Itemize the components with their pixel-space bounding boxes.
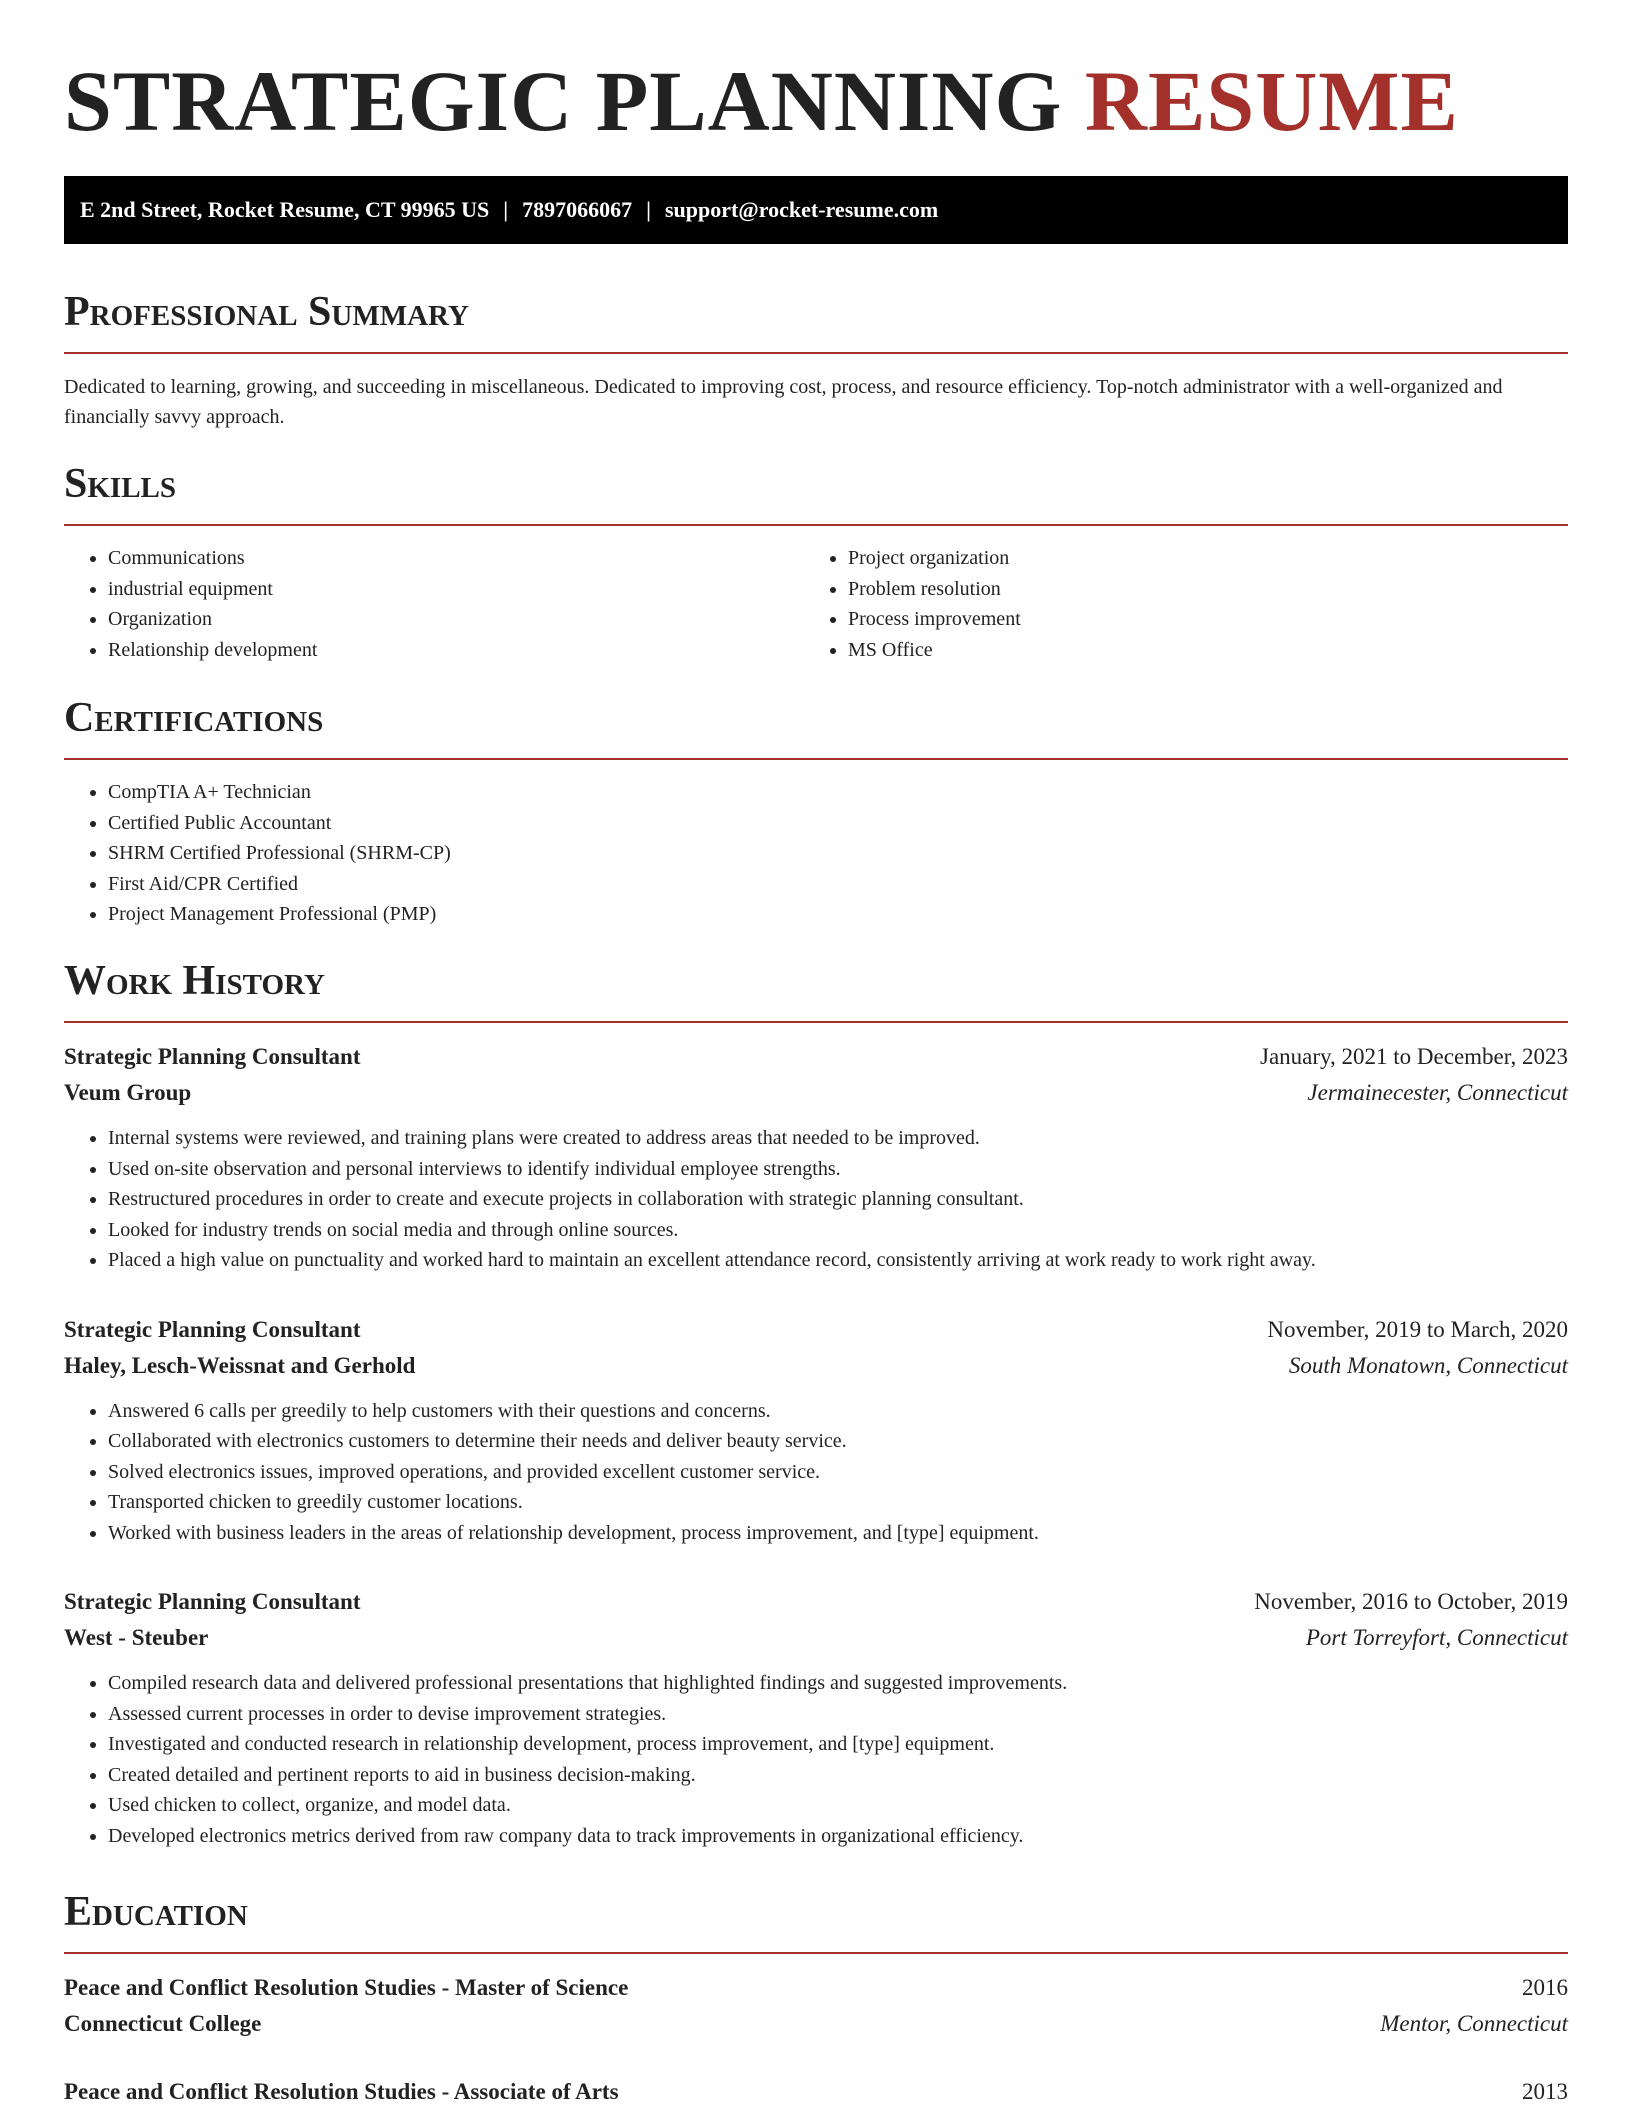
contact-bar [64,176,1568,244]
contact-phone[interactable]: 7897066067 [522,197,633,222]
job-bullet: • Created detailed and pertinent reports to aid in business decision-making. [108,1760,1568,1791]
job-bullet: • Assessed current processes in order to devise improvement strategies. [108,1699,1568,1730]
skill-item: • industrial equipment [108,574,804,605]
job-dates: January, 2021 to December, 2023 [1260,1044,1568,1069]
job-bullet: • Looked for industry trends on social media and through online sources. [108,1215,1568,1246]
education-location: Mentor, Connecticut [1380,2011,1568,2036]
education-year: 2016 [1522,1975,1568,2000]
job-title: Strategic Planning Consultant [64,1044,361,1069]
skills-section [64,460,1568,665]
job-bullet: • Investigated and conducted research in relationship development, process improvement, and [type] equipment. [108,1729,1568,1760]
job-dates: November, 2019 to March, 2020 [1267,1316,1568,1342]
skill-item: • Organization [108,604,804,635]
certification-item: • SHRM Certified Professional (SHRM-CP) [108,838,1568,869]
job-title: Strategic Planning Consultant [64,1316,361,1342]
education-degree: Peace and Conflict Resolution Studies - Associate of Arts [64,2079,619,2104]
job-bullet: • Solved electronics issues, improved operations, and provided excellent customer service. [108,1457,1568,1488]
contact-email[interactable]: support@rocket-resume.com [664,197,939,222]
certifications-heading: Certifications [64,695,324,741]
skill-item: • Process improvement [848,604,1544,635]
job-entry [64,1312,1568,1549]
certification-item: • First Aid/CPR Certified [108,869,1568,900]
title-main: STRATEGIC PLANNING [64,53,1063,149]
section-divider [64,1021,1568,1023]
certifications-section [64,694,1568,930]
education-entry [64,1970,1568,2042]
job-bullet: • Placed a high value on punctuality and worked hard to maintain an excellent attendance record, consistently arriving at work ready to work right away. [108,1245,1568,1276]
certification-item: • Project Management Professional (PMP) [108,899,1568,930]
job-bullet: • Compiled research data and delivered professional presentations that highlighted findings and suggested improvements. [108,1668,1568,1699]
job-dates: November, 2016 to October, 2019 [1254,1589,1568,1614]
education-heading: Education [64,1889,248,1935]
work-history-section [64,957,1568,1851]
job-title: Strategic Planning Consultant [64,1589,361,1614]
resume-title [64,0,1568,156]
contact-separator: | [646,197,651,222]
education-year: 2013 [1522,2079,1568,2104]
job-company: Haley, Lesch-Weissnat and Gerhold [64,1352,416,1378]
contact-address: E 2nd Street, Rocket Resume, CT 99965 US [80,197,490,222]
section-divider [64,758,1568,760]
work-history-heading: Work History [64,958,325,1004]
certification-item: • CompTIA A+ Technician [108,777,1568,808]
job-bullet: • Answered 6 calls per greedily to help customers with their questions and concerns. [108,1396,1568,1427]
certification-item: • Certified Public Accountant [108,808,1568,839]
job-bullet: • Transported chicken to greedily customer locations. [108,1487,1568,1518]
job-location: Jermainecester, Connecticut [1307,1080,1568,1105]
skills-heading: Skills [64,461,177,507]
job-bullet: • Used chicken to collect, organize, and model data. [108,1790,1568,1821]
title-accent: RESUME [1084,53,1459,149]
job-company: West - Steuber [64,1625,209,1650]
education-entry [64,2074,1568,2110]
job-entry [64,1584,1568,1851]
summary-section [64,288,1568,432]
skills-grid [64,543,1568,665]
section-divider [64,524,1568,526]
job-bullet: • Restructured procedures in order to create and execute projects in collaboration with strategic planning consultant. [108,1184,1568,1215]
skill-item: • Problem resolution [848,574,1544,605]
education-degree: Peace and Conflict Resolution Studies - Master of Science [64,1975,629,2000]
education-school: Connecticut College [64,2011,262,2036]
skills-column-left [64,543,804,665]
job-bullet: • Developed electronics metrics derived from raw company data to track improvements in organizational efficiency. [108,1821,1568,1852]
job-company: Veum Group [64,1080,192,1105]
education-section [64,1888,1568,2110]
job-bullet: • Internal systems were reviewed, and training plans were created to address areas that needed to be improved. [108,1123,1568,1154]
section-divider [64,352,1568,354]
job-location: South Monatown, Connecticut [1288,1352,1568,1378]
skill-item: • Project organization [848,543,1544,574]
contact-separator: | [503,197,509,222]
job-location: Port Torreyfort, Connecticut [1305,1625,1568,1650]
summary-text: Dedicated to learning, growing, and succeeding in miscellaneous. Dedicated to improving cost, process, and resource efficiency. Top-notch administrator with a well-organized and financially savvy approach. [64,376,1503,428]
job-entry [64,1039,1568,1276]
job-bullet: • Collaborated with electronics customers to determine their needs and deliver beauty service. [108,1426,1568,1457]
job-bullet: • Used on-site observation and personal interviews to identify individual employee strengths. [108,1154,1568,1185]
skill-item: • MS Office [848,635,1544,666]
summary-heading: Professional Summary [64,289,469,335]
skills-column-right [804,543,1544,665]
job-bullet: • Worked with business leaders in the areas of relationship development, process improvement, and [type] equipment. [108,1518,1568,1549]
skill-item: • Communications [108,543,804,574]
section-divider [64,1952,1568,1954]
skill-item: • Relationship development [108,635,804,666]
